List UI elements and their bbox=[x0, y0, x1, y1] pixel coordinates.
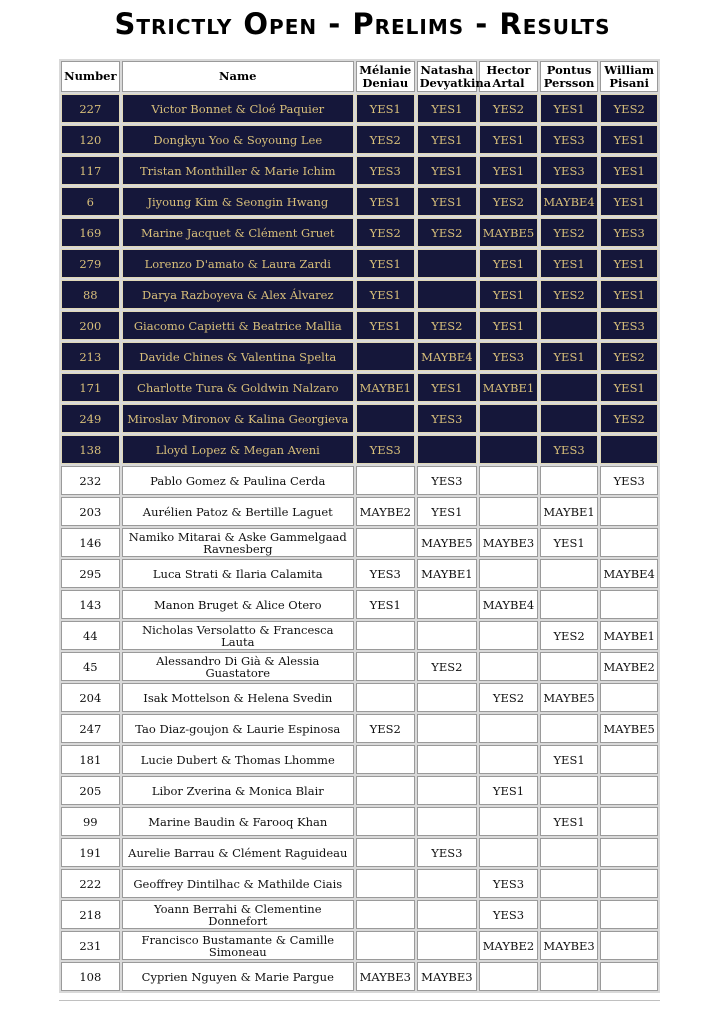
judge-vote-4: MAYBE3 bbox=[540, 931, 599, 960]
judge-vote-5: YES1 bbox=[600, 156, 658, 185]
judge-vote-3 bbox=[479, 838, 538, 867]
judge-vote-3: MAYBE3 bbox=[479, 528, 538, 557]
judge-vote-1 bbox=[356, 683, 415, 712]
judge-last-name: Deniau bbox=[362, 75, 409, 90]
couple-number: 205 bbox=[61, 776, 120, 805]
couple-name: Libor Zverina & Monica Blair bbox=[122, 776, 354, 805]
judge-vote-3 bbox=[479, 404, 538, 433]
judge-vote-2 bbox=[417, 249, 478, 278]
couple-name: Darya Razboyeva & Alex Álvarez bbox=[122, 280, 354, 309]
header-number: Number bbox=[61, 61, 120, 92]
judge-vote-2 bbox=[417, 931, 478, 960]
judge-vote-2: YES1 bbox=[417, 187, 478, 216]
couple-name: Tristan Monthiller & Marie Ichim bbox=[122, 156, 354, 185]
judge-vote-5 bbox=[600, 838, 658, 867]
judge-vote-2 bbox=[417, 590, 478, 619]
judge-vote-5 bbox=[600, 590, 658, 619]
judge-last-name: Pisani bbox=[609, 75, 650, 90]
judge-vote-3: MAYBE1 bbox=[479, 373, 538, 402]
judge-vote-5: YES1 bbox=[600, 125, 658, 154]
couple-number: 213 bbox=[61, 342, 120, 371]
judge-vote-1 bbox=[356, 869, 415, 898]
couple-name: Marine Jacquet & Clément Gruet bbox=[122, 218, 354, 247]
table-row bbox=[61, 962, 658, 991]
couple-number: 45 bbox=[61, 652, 120, 681]
judge-vote-3 bbox=[479, 962, 538, 991]
judge-vote-4: MAYBE1 bbox=[540, 497, 599, 526]
judge-vote-2 bbox=[417, 776, 478, 805]
judge-vote-1 bbox=[356, 838, 415, 867]
judge-vote-1: YES1 bbox=[356, 187, 415, 216]
header-judge-1 bbox=[356, 61, 415, 92]
judge-vote-5: MAYBE5 bbox=[600, 714, 658, 743]
judge-vote-4: YES1 bbox=[540, 528, 599, 557]
couple-number: 279 bbox=[61, 249, 120, 278]
judge-vote-5: YES1 bbox=[600, 249, 658, 278]
table-row bbox=[61, 776, 658, 805]
judge-vote-3 bbox=[479, 466, 538, 495]
judge-vote-4: YES2 bbox=[540, 218, 599, 247]
judge-last-name: Persson bbox=[543, 75, 595, 90]
judge-vote-5 bbox=[600, 497, 658, 526]
judge-vote-4 bbox=[540, 559, 599, 588]
couple-name: Aurelie Barrau & Clément Raguideau bbox=[122, 838, 354, 867]
judge-vote-2 bbox=[417, 683, 478, 712]
couple-name: Charlotte Tura & Goldwin Nalzaro bbox=[122, 373, 354, 402]
judge-vote-2 bbox=[417, 745, 478, 774]
judge-vote-2: YES2 bbox=[417, 652, 478, 681]
table-row-finalist bbox=[61, 373, 658, 402]
results-table bbox=[59, 59, 660, 993]
judge-vote-2: MAYBE3 bbox=[417, 962, 478, 991]
judge-vote-1 bbox=[356, 900, 415, 929]
judge-vote-4 bbox=[540, 311, 599, 340]
judge-last-name: Devyatkina bbox=[419, 75, 492, 90]
judge-vote-1: YES3 bbox=[356, 156, 415, 185]
judge-vote-2: YES3 bbox=[417, 838, 478, 867]
couple-number: 146 bbox=[61, 528, 120, 557]
judge-vote-4 bbox=[540, 962, 599, 991]
judge-vote-2 bbox=[417, 714, 478, 743]
couple-number: 169 bbox=[61, 218, 120, 247]
table-row-finalist bbox=[61, 435, 658, 464]
table-row bbox=[61, 559, 658, 588]
judge-first-name: Hector bbox=[486, 62, 531, 77]
couple-number: 295 bbox=[61, 559, 120, 588]
judge-vote-3: YES1 bbox=[479, 311, 538, 340]
judge-vote-2: YES1 bbox=[417, 373, 478, 402]
couple-name: Namiko Mitarai & Aske Gammelgaad Ravnesberg bbox=[122, 528, 354, 557]
couple-number: 249 bbox=[61, 404, 120, 433]
table-row bbox=[61, 900, 658, 929]
judge-vote-2 bbox=[417, 869, 478, 898]
judge-first-name: William bbox=[604, 62, 655, 77]
header-row bbox=[61, 61, 658, 92]
judge-vote-3: MAYBE4 bbox=[479, 590, 538, 619]
judge-vote-3 bbox=[479, 714, 538, 743]
header-name: Name bbox=[122, 61, 354, 92]
judge-vote-3: YES2 bbox=[479, 683, 538, 712]
judge-vote-1 bbox=[356, 931, 415, 960]
judge-vote-3: YES1 bbox=[479, 776, 538, 805]
judge-vote-4: YES3 bbox=[540, 156, 599, 185]
table-row-finalist bbox=[61, 218, 658, 247]
judge-vote-3: YES2 bbox=[479, 94, 538, 123]
judge-first-name: Pontus bbox=[546, 62, 592, 77]
judge-vote-4: YES1 bbox=[540, 342, 599, 371]
table-row bbox=[61, 745, 658, 774]
table-row bbox=[61, 683, 658, 712]
judge-vote-2: YES3 bbox=[417, 466, 478, 495]
couple-name: Alessandro Di Già & Alessia Guastatore bbox=[122, 652, 354, 681]
judge-vote-5: YES2 bbox=[600, 404, 658, 433]
judge-vote-2: YES1 bbox=[417, 125, 478, 154]
table-row bbox=[61, 714, 658, 743]
couple-name: Davide Chines & Valentina Spelta bbox=[122, 342, 354, 371]
couple-number: 247 bbox=[61, 714, 120, 743]
judge-vote-3: YES3 bbox=[479, 869, 538, 898]
judge-vote-1: YES2 bbox=[356, 125, 415, 154]
judge-vote-5: MAYBE4 bbox=[600, 559, 658, 588]
judge-vote-2: YES3 bbox=[417, 404, 478, 433]
table-bottom-edge bbox=[59, 1000, 660, 1001]
couple-name: Marine Baudin & Farooq Khan bbox=[122, 807, 354, 836]
judge-vote-1: YES1 bbox=[356, 94, 415, 123]
couple-number: 99 bbox=[61, 807, 120, 836]
table-row-finalist bbox=[61, 249, 658, 278]
table-row bbox=[61, 466, 658, 495]
couple-name: Pablo Gomez & Paulina Cerda bbox=[122, 466, 354, 495]
judge-vote-1: YES1 bbox=[356, 249, 415, 278]
couple-name: Cyprien Nguyen & Marie Pargue bbox=[122, 962, 354, 991]
header-judge-2 bbox=[417, 61, 492, 92]
judge-vote-1 bbox=[356, 466, 415, 495]
judge-vote-1: YES1 bbox=[356, 280, 415, 309]
couple-number: 138 bbox=[61, 435, 120, 464]
judge-vote-1: YES3 bbox=[356, 435, 415, 464]
couple-number: 200 bbox=[61, 311, 120, 340]
judge-vote-1 bbox=[356, 342, 415, 371]
couple-number: 204 bbox=[61, 683, 120, 712]
judge-vote-1: YES3 bbox=[356, 559, 415, 588]
judge-vote-1: YES1 bbox=[356, 590, 415, 619]
judge-vote-5 bbox=[600, 528, 658, 557]
judge-vote-4 bbox=[540, 714, 599, 743]
judge-vote-4 bbox=[540, 838, 599, 867]
judge-vote-5: YES1 bbox=[600, 187, 658, 216]
judge-vote-4 bbox=[540, 590, 599, 619]
judge-vote-2: YES1 bbox=[417, 156, 478, 185]
judge-vote-1: MAYBE3 bbox=[356, 962, 415, 991]
couple-name: Yoann Berrahi & Clementine Donnefort bbox=[122, 900, 354, 929]
judge-vote-2 bbox=[417, 900, 478, 929]
couple-number: 120 bbox=[61, 125, 120, 154]
judge-vote-4 bbox=[540, 776, 599, 805]
couple-number: 222 bbox=[61, 869, 120, 898]
table-row-finalist bbox=[61, 404, 658, 433]
couple-name: Lorenzo D'amato & Laura Zardi bbox=[122, 249, 354, 278]
table-row bbox=[61, 590, 658, 619]
judge-vote-4: YES1 bbox=[540, 807, 599, 836]
table-row-finalist bbox=[61, 156, 658, 185]
couple-number: 231 bbox=[61, 931, 120, 960]
judge-vote-2 bbox=[417, 621, 478, 650]
table-row bbox=[61, 528, 658, 557]
couple-number: 191 bbox=[61, 838, 120, 867]
judge-vote-5: YES1 bbox=[600, 280, 658, 309]
judge-vote-3: MAYBE2 bbox=[479, 931, 538, 960]
judge-vote-4 bbox=[540, 652, 599, 681]
judge-vote-1: MAYBE1 bbox=[356, 373, 415, 402]
judge-vote-2: YES2 bbox=[417, 218, 478, 247]
judge-vote-2: MAYBE5 bbox=[417, 528, 478, 557]
judge-vote-3: YES2 bbox=[479, 187, 538, 216]
judge-vote-2: MAYBE4 bbox=[417, 342, 478, 371]
judge-vote-4: YES1 bbox=[540, 94, 599, 123]
table-row-finalist bbox=[61, 342, 658, 371]
table-row-finalist bbox=[61, 280, 658, 309]
judge-vote-5: YES1 bbox=[600, 373, 658, 402]
judge-vote-2: YES2 bbox=[417, 311, 478, 340]
judge-vote-1 bbox=[356, 621, 415, 650]
judge-first-name: Mélanie bbox=[359, 62, 412, 77]
judge-vote-4: YES3 bbox=[540, 435, 599, 464]
couple-number: 117 bbox=[61, 156, 120, 185]
judge-vote-2 bbox=[417, 807, 478, 836]
judge-vote-3 bbox=[479, 559, 538, 588]
judge-vote-2 bbox=[417, 435, 478, 464]
judge-last-name: Artal bbox=[492, 75, 525, 90]
judge-first-name: Natasha bbox=[420, 62, 474, 77]
table-row bbox=[61, 807, 658, 836]
couple-number: 171 bbox=[61, 373, 120, 402]
couple-number: 143 bbox=[61, 590, 120, 619]
judge-vote-4 bbox=[540, 869, 599, 898]
judge-vote-4: MAYBE4 bbox=[540, 187, 599, 216]
couple-name: Isak Mottelson & Helena Svedin bbox=[122, 683, 354, 712]
judge-vote-5: MAYBE1 bbox=[600, 621, 658, 650]
judge-vote-5: YES2 bbox=[600, 342, 658, 371]
table-row-finalist bbox=[61, 125, 658, 154]
judge-vote-5 bbox=[600, 745, 658, 774]
table-row-finalist bbox=[61, 94, 658, 123]
judge-vote-4 bbox=[540, 900, 599, 929]
judge-vote-3: YES3 bbox=[479, 342, 538, 371]
judge-vote-5: MAYBE2 bbox=[600, 652, 658, 681]
judge-vote-3: YES1 bbox=[479, 249, 538, 278]
couple-number: 218 bbox=[61, 900, 120, 929]
judge-vote-4 bbox=[540, 466, 599, 495]
judge-vote-3: YES1 bbox=[479, 125, 538, 154]
judge-vote-4: MAYBE5 bbox=[540, 683, 599, 712]
judge-vote-3: YES3 bbox=[479, 900, 538, 929]
header-judge-4 bbox=[540, 61, 599, 92]
table-row bbox=[61, 652, 658, 681]
judge-vote-4 bbox=[540, 404, 599, 433]
judge-vote-4: YES3 bbox=[540, 125, 599, 154]
header-judge-5 bbox=[600, 61, 658, 92]
judge-vote-3 bbox=[479, 435, 538, 464]
couple-name: Victor Bonnet & Cloé Paquier bbox=[122, 94, 354, 123]
couple-number: 203 bbox=[61, 497, 120, 526]
judge-vote-2: YES1 bbox=[417, 94, 478, 123]
judge-vote-5 bbox=[600, 900, 658, 929]
couple-name: Dongkyu Yoo & Soyoung Lee bbox=[122, 125, 354, 154]
judge-vote-5: YES3 bbox=[600, 466, 658, 495]
judge-vote-1 bbox=[356, 404, 415, 433]
judge-vote-3: MAYBE5 bbox=[479, 218, 538, 247]
judge-vote-3: YES1 bbox=[479, 280, 538, 309]
judge-vote-1 bbox=[356, 807, 415, 836]
judge-vote-1 bbox=[356, 652, 415, 681]
judge-vote-5 bbox=[600, 776, 658, 805]
judge-vote-2: MAYBE1 bbox=[417, 559, 478, 588]
judge-vote-2: YES1 bbox=[417, 497, 478, 526]
couple-number: 44 bbox=[61, 621, 120, 650]
judge-vote-1 bbox=[356, 776, 415, 805]
judge-vote-1: MAYBE2 bbox=[356, 497, 415, 526]
couple-name: Luca Strati & Ilaria Calamita bbox=[122, 559, 354, 588]
judge-vote-3 bbox=[479, 745, 538, 774]
judge-vote-2 bbox=[417, 280, 478, 309]
judge-vote-3: YES1 bbox=[479, 156, 538, 185]
judge-vote-5 bbox=[600, 683, 658, 712]
couple-number: 88 bbox=[61, 280, 120, 309]
couple-name: Nicholas Versolatto & Francesca Lauta bbox=[122, 621, 354, 650]
couple-name: Lucie Dubert & Thomas Lhomme bbox=[122, 745, 354, 774]
table-row bbox=[61, 869, 658, 898]
couple-name: Lloyd Lopez & Megan Aveni bbox=[122, 435, 354, 464]
couple-name: Aurélien Patoz & Bertille Laguet bbox=[122, 497, 354, 526]
judge-vote-4: YES2 bbox=[540, 280, 599, 309]
table-row-finalist bbox=[61, 187, 658, 216]
judge-vote-5 bbox=[600, 962, 658, 991]
judge-vote-1: YES1 bbox=[356, 311, 415, 340]
judge-vote-1 bbox=[356, 745, 415, 774]
page-title: Strictly Open - Prelims - Results bbox=[114, 7, 611, 41]
table-row bbox=[61, 838, 658, 867]
couple-name: Jiyoung Kim & Seongin Hwang bbox=[122, 187, 354, 216]
table-row-finalist bbox=[61, 311, 658, 340]
judge-vote-1 bbox=[356, 528, 415, 557]
judge-vote-3 bbox=[479, 652, 538, 681]
judge-vote-4: YES1 bbox=[540, 249, 599, 278]
judge-vote-3 bbox=[479, 497, 538, 526]
couple-number: 181 bbox=[61, 745, 120, 774]
table-row bbox=[61, 621, 658, 650]
judge-vote-5 bbox=[600, 869, 658, 898]
judge-vote-5: YES2 bbox=[600, 94, 658, 123]
judge-vote-5 bbox=[600, 807, 658, 836]
judge-vote-4 bbox=[540, 373, 599, 402]
judge-vote-5 bbox=[600, 931, 658, 960]
couple-name: Manon Bruget & Alice Otero bbox=[122, 590, 354, 619]
judge-vote-3 bbox=[479, 807, 538, 836]
couple-name: Francisco Bustamante & Camille Simoneau bbox=[122, 931, 354, 960]
judge-vote-4: YES2 bbox=[540, 621, 599, 650]
judge-vote-4: YES1 bbox=[540, 745, 599, 774]
judge-vote-3 bbox=[479, 621, 538, 650]
table-row bbox=[61, 497, 658, 526]
couple-number: 108 bbox=[61, 962, 120, 991]
judge-vote-5: YES3 bbox=[600, 311, 658, 340]
judge-vote-1: YES2 bbox=[356, 218, 415, 247]
couple-name: Giacomo Capietti & Beatrice Mallia bbox=[122, 311, 354, 340]
results-body bbox=[61, 94, 658, 991]
judge-vote-1: YES2 bbox=[356, 714, 415, 743]
judge-vote-5: YES3 bbox=[600, 218, 658, 247]
couple-number: 227 bbox=[61, 94, 120, 123]
couple-name: Tao Diaz-goujon & Laurie Espinosa bbox=[122, 714, 354, 743]
couple-name: Geoffrey Dintilhac & Mathilde Ciais bbox=[122, 869, 354, 898]
couple-name: Miroslav Mironov & Kalina Georgieva bbox=[122, 404, 354, 433]
table-row bbox=[61, 931, 658, 960]
couple-number: 6 bbox=[61, 187, 120, 216]
judge-vote-5 bbox=[600, 435, 658, 464]
couple-number: 232 bbox=[61, 466, 120, 495]
